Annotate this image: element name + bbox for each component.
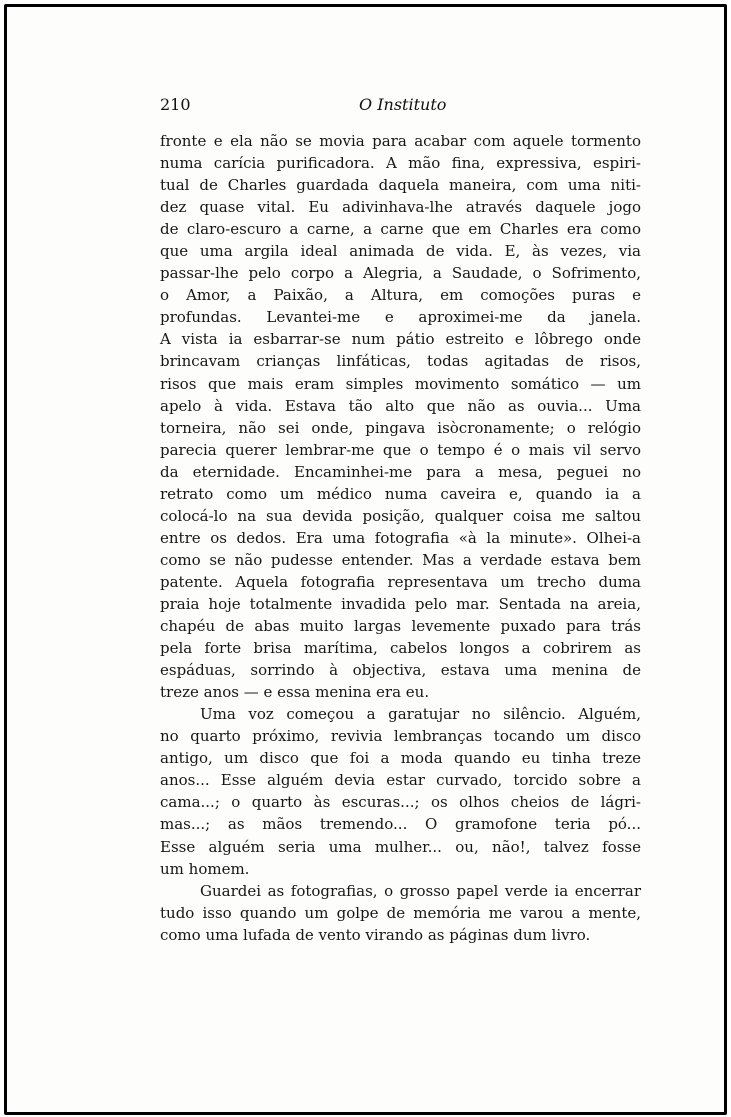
text-line: tudo isso quando um golpe de memória me varou a mente, [160,903,641,922]
text-line: no quarto próximo, revivia lembranças tocando um disco [160,727,641,746]
page-number: 210 [160,95,191,114]
text-line: patente. Aquela fotografia representava um trecho duma [160,572,641,591]
text-line: treze anos — e essa menina era eu. [160,683,430,702]
text-line: parecia querer lembrar-me que o tempo é o mais vil servo [160,440,641,459]
text-line: fronte e ela não se movia para acabar com aquele tormento [160,132,641,150]
text-line: de claro-escuro a carne, a carne que em Charles era como [160,220,641,239]
text-line: anos... Esse alguém devia estar curvado, torcido sobre a [160,771,641,790]
text-line: profundas. Levantei-me e aproximei-me da janela. [160,308,641,327]
text-line: praia hoje totalmente invadida pelo mar. Sentada na areia, [160,594,641,613]
text-line: colocá-lo na sua devida posição, qualquer coisa me saltou [160,506,641,525]
text-line: numa carícia purificadora. A mão fina, expressiva, espiri- [160,154,641,173]
text-line: entre os dedos. Era uma fotografia «à la minute». Olhei-a [160,528,641,547]
text-line: torneira, não sei onde, pingava isòcronamente; o relógio [160,418,641,437]
text-line: um homem. [160,859,250,878]
text-line: chapéu de abas muito largas levemente puxado para trás [160,617,641,636]
paragraph [160,880,641,946]
text-line: tual de Charles guardada daquela maneira, com uma niti- [160,176,641,195]
text-line: cama...; o quarto às escuras...; os olhos cheios de lágri- [160,793,641,812]
text-line: A vista ia esbarrar-se num pátio estreito e lôbrego onde [160,330,641,349]
text-line: que uma argila ideal animada de vida. E, às vezes, via [160,242,641,261]
text-line: o Amor, a Paixão, a Altura, em comoções puras e [160,286,641,305]
text-line: mas...; as mãos tremendo... O gramofone teria pó... [160,815,641,834]
text-line: como uma lufada de vento virando as páginas dum livro. [160,925,591,944]
text-line: risos que mais eram simples movimento somático — um [160,374,641,393]
text-line: Uma voz começou a garatujar no silêncio. Alguém, [200,705,641,724]
text-line: brincavam crianças linfáticas, todas agitadas de risos, [160,352,641,371]
text-line: Guardei as fotografias, o grosso papel verde ia encerrar [200,881,641,900]
text-line: dez quase vital. Eu adivinhava-lhe através daquele jogo [160,198,641,217]
text-line: Esse alguém seria uma mulher... ou, não!, talvez fosse [160,837,641,856]
text-line: como se não pudesse entender. Mas a verdade estava bem [160,550,641,569]
running-title: O Instituto [359,95,447,114]
paragraph [160,130,641,703]
body-text [160,130,641,946]
text-line: antigo, um disco que foi a moda quando eu tinha treze [160,749,641,768]
text-line: retrato como um médico numa caveira e, quando ia a [160,484,641,503]
text-line: da eternidade. Encaminhei-me para a mesa, peguei no [160,462,641,481]
text-line: pela forte brisa marítima, cabelos longos a cobrirem as [160,639,641,658]
text-line: espáduas, sorrindo à objectiva, estava uma menina de [160,661,641,680]
paragraph [160,703,641,879]
text-line: passar-lhe pelo corpo a Alegria, a Saudade, o Sofrimento, [160,264,641,283]
text-line: apelo à vida. Estava tão alto que não as ouvia... Uma [160,396,641,415]
